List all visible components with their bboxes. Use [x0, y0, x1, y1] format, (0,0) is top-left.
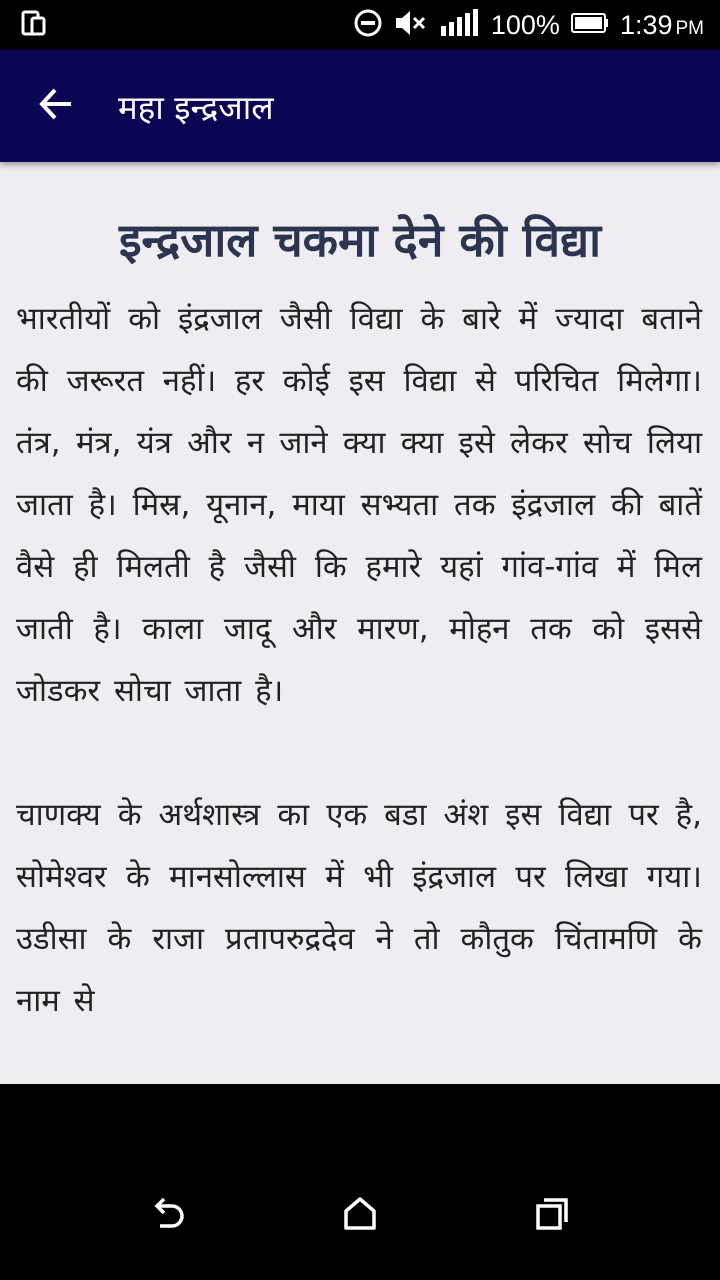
nav-home-icon — [340, 1194, 380, 1238]
nav-recents-button[interactable] — [512, 1184, 592, 1248]
clock-ampm: PM — [675, 17, 704, 39]
back-button[interactable] — [20, 70, 92, 142]
article-paragraph-1: भारतीयों को इंद्रजाल जैसी विद्या के बारे में ज्यादा बताने की जरूरत नहीं। हर कोई इस विद्या से परिचित मिलेगा। तंत्र, मंत्र, यंत्र और न जाने क्या क्या इसे लेकर सोच लिया जाता है। मिस्र, यूनान, माया सभ्यता तक इंद्रजाल की बातें वैसे ही मिलती है जैसी कि हमारे यहां गांव-गांव में मिल जाती है। काला जादू और मारण, मोहन तक को इससे जोडकर सोचा जाता है। — [16, 301, 702, 709]
app-title: महा इन्द्रजाल — [118, 87, 274, 127]
signal-strength-icon — [439, 8, 481, 42]
dual-sim-icon — [20, 9, 48, 41]
battery-icon — [570, 11, 610, 39]
nav-back-icon — [148, 1194, 188, 1238]
navigation-bar — [0, 1084, 720, 1280]
status-time — [620, 10, 704, 41]
nav-recents-icon — [532, 1194, 572, 1238]
article-title: इन्द्रजाल चकमा देने की विद्या — [118, 213, 602, 267]
nav-back-button[interactable] — [128, 1184, 208, 1248]
article-scroll-area[interactable] — [0, 162, 720, 1084]
battery-percentage: 100% — [490, 9, 560, 40]
article-paragraph-2: चाणक्य के अर्थशास्त्र का एक बडा अंश इस विद्या पर है, सोमेश्वर के मानसोल्लास में भी इंद्रजाल पर लिखा गया। उडीसा के राजा प्रतापरुद्रदेव ने तो कौतुक चिंतामणि के नाम से — [16, 797, 702, 1019]
do-not-disturb-icon — [353, 8, 383, 42]
app-bar — [0, 50, 720, 162]
article-body — [0, 270, 720, 1032]
volume-muted-icon — [393, 8, 429, 42]
nav-home-button[interactable] — [320, 1184, 400, 1248]
status-bar — [0, 0, 720, 50]
arrow-back-icon — [38, 86, 74, 126]
clock-time: 1:39 — [619, 9, 673, 40]
